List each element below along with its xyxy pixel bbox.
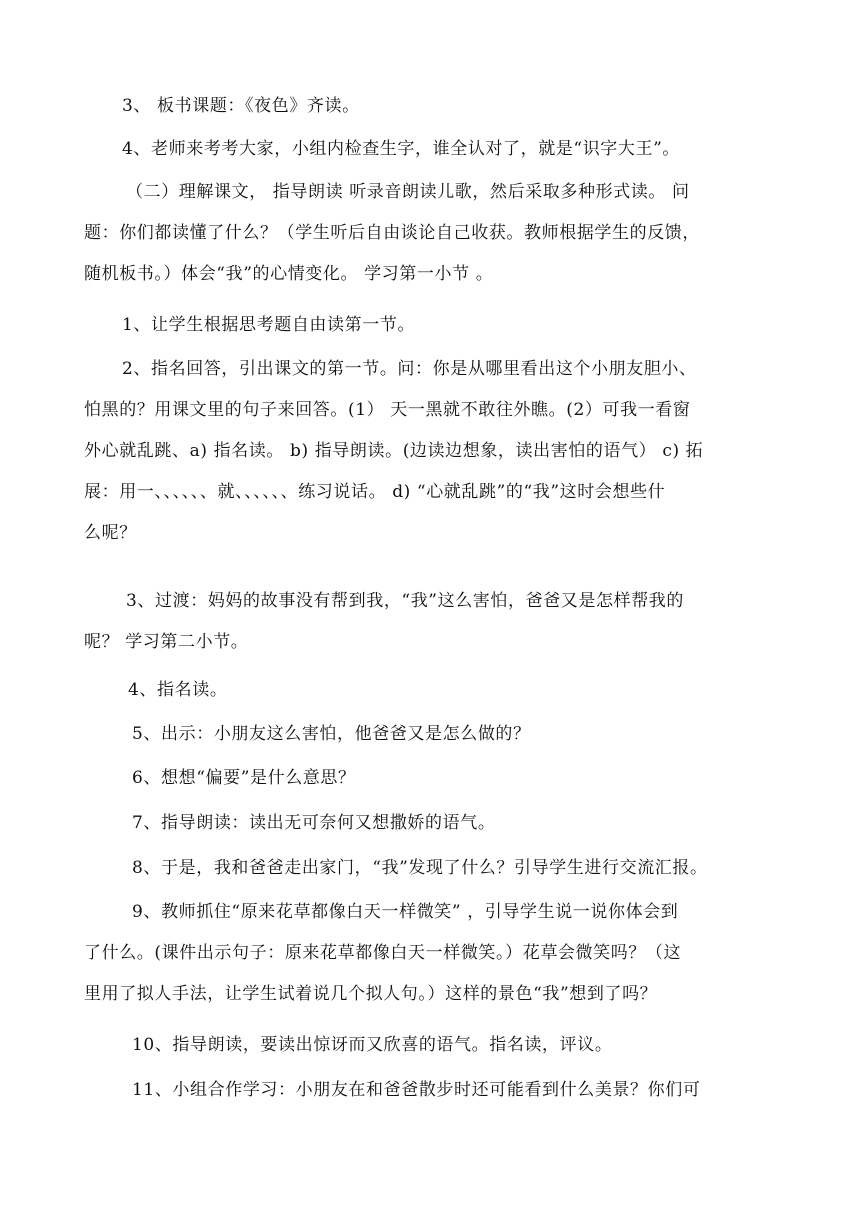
paragraph-step-3-title xyxy=(122,86,822,127)
paragraph-item-1 xyxy=(122,305,822,346)
text-line: 3、 板书课题：《夜色》齐读。 xyxy=(122,96,360,116)
text-line: 4、指名读。 xyxy=(128,680,228,700)
paragraph-item-11 xyxy=(132,1070,832,1111)
paragraph-item-7 xyxy=(132,803,832,844)
paragraph-item-9 xyxy=(84,892,784,1015)
text-line: 随机板书。）体会“我”的心情变化。 学习第一小节 。 xyxy=(84,264,494,284)
paragraph-item-4 xyxy=(128,670,828,711)
paragraph-item-6 xyxy=(132,758,832,799)
text-line: 2、指名回答，引出课文的第一节。问：你是从哪里看出这个小朋友胆小、 xyxy=(122,359,697,379)
paragraph-item-10 xyxy=(132,1025,832,1066)
text-line: 1、让学生根据思考题自由读第一节。 xyxy=(122,315,416,335)
text-line: （二）理解课文， 指导朗读 听录音朗读儿歌，然后采取多种形式读。 问 xyxy=(126,182,690,202)
text-line: 3、过渡：妈妈的故事没有帮到我，“我”这么害怕，爸爸又是怎样帮我的 xyxy=(126,591,684,611)
text-line: 里用了拟人手法，让学生试着说几个拟人句。）这样的景色“我”想到了吗？ xyxy=(84,984,658,1004)
text-line: 展：用一、、、、、、就、、、、、、练习说话。 d) “心就乱跳”的“我”这时会想些什 xyxy=(84,482,666,502)
text-line: 呢？ 学习第二小节。 xyxy=(84,632,249,652)
text-line: 4、老师来考考大家，小组内检查生字，谁全认对了，就是“识字大王”。 xyxy=(122,139,680,159)
text-line: 10、指导朗读，要读出惊讶而又欣喜的语气。指名读，评议。 xyxy=(132,1035,613,1055)
text-line: 11、小组合作学习：小朋友在和爸爸散步时还可能看到什么美景？你们可 xyxy=(132,1080,701,1100)
text-line: 了什么。(课件出示句子：原来花草都像白天一样微笑。）花草会微笑吗？（这 xyxy=(84,943,682,963)
text-line: 8、于是，我和爸爸走出家门，“我”发现了什么？引导学生进行交流汇报。 xyxy=(132,858,708,878)
paragraph-item-2 xyxy=(84,349,784,554)
text-line: 7、指导朗读：读出无可奈何又想撒娇的语气。 xyxy=(132,813,496,833)
paragraph-step-4-literacy xyxy=(122,129,822,170)
paragraph-item-5 xyxy=(132,714,832,755)
text-line: 9、教师抓住“原来花草都像白天一样微笑” ，引导学生说一说你体会到 xyxy=(132,902,679,922)
paragraph-section-2-understanding xyxy=(84,172,784,295)
text-line: 外心就乱跳、a) 指名读。 b) 指导朗读。(边读边想象，读出害怕的语气） c) 拓 xyxy=(84,441,704,461)
text-line: 么呢？ xyxy=(84,523,137,543)
text-line: 6、想想“偏要”是什么意思？ xyxy=(132,768,356,788)
paragraph-item-8 xyxy=(132,848,832,889)
text-line: 题：你们都读懂了什么？（学生听后自由谈论自己收获。教师根据学生的反馈， xyxy=(84,223,700,243)
text-line: 5、出示：小朋友这么害怕，他爸爸又是怎么做的？ xyxy=(132,724,531,744)
text-line: 怕黑的？用课文里的句子来回答。(1） 天一黑就不敢往外瞧。(2）可我一看窗 xyxy=(84,400,691,420)
paragraph-item-3 xyxy=(84,581,784,663)
